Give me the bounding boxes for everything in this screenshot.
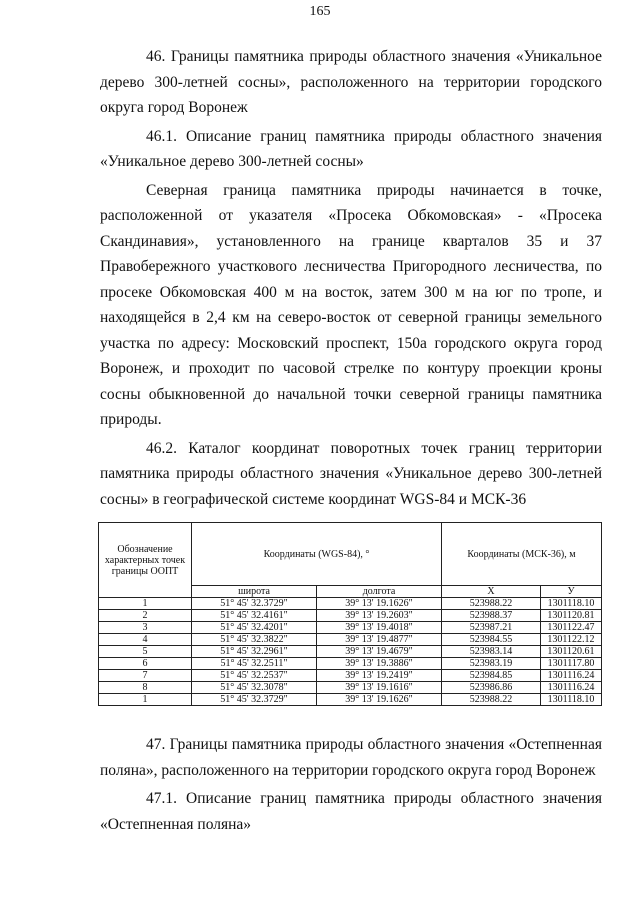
cell-x: 523988.22 xyxy=(442,598,541,610)
document-body xyxy=(100,44,602,837)
header-lon: долгота xyxy=(317,586,442,598)
cell-lon: 39° 13' 19.1616" xyxy=(317,682,442,694)
cell-lon: 39° 13' 19.1626" xyxy=(317,694,442,706)
cell-lon: 39° 13' 19.2419" xyxy=(317,670,442,682)
cell-lon: 39° 13' 19.4679" xyxy=(317,646,442,658)
cell-y: 1301122.12 xyxy=(541,634,602,646)
section-46-title: 46. Границы памятника природы областного значения «Уникальное дерево 300-летней сосны», расположенного на территории городского округа город Воронеж xyxy=(100,48,602,116)
cell-lat: 51° 45' 32.3729" xyxy=(192,598,317,610)
section-46-1-title: 46.1. Описание границ памятника природы областного значения «Уникальное дерево 300-летней сосны» xyxy=(100,127,602,170)
cell-lat: 51° 45' 32.2511" xyxy=(192,658,317,670)
header-msk: Координаты (МСК-36), м xyxy=(442,523,602,586)
header-wgs: Координаты (WGS-84), ° xyxy=(192,523,442,586)
cell-lat: 51° 45' 32.3078" xyxy=(192,682,317,694)
table-row xyxy=(99,694,602,706)
section-46-2-title: 46.2. Каталог координат поворотных точек границ территории памятника природы областного значения «Уникальное дерево 300-летней сосны» в географической системе координат WGS-84 и МСК-36 xyxy=(100,439,602,508)
header-y: У xyxy=(541,586,602,598)
cell-x: 523983.19 xyxy=(442,658,541,670)
table-row xyxy=(99,622,602,634)
header-point: Обозначение характерных точек границы ООПТ xyxy=(99,523,192,598)
section-47-1-title: 47.1. Описание границ памятника природы областного значения «Остепненная поляна» xyxy=(100,790,602,833)
cell-lon: 39° 13' 19.2603" xyxy=(317,610,442,622)
cell-point: 2 xyxy=(99,610,192,622)
cell-lat: 51° 45' 32.3729" xyxy=(192,694,317,706)
cell-y: 1301116.24 xyxy=(541,682,602,694)
cell-y: 1301120.81 xyxy=(541,610,602,622)
cell-point: 7 xyxy=(99,670,192,682)
page-number: 165 xyxy=(309,4,331,19)
cell-lat: 51° 45' 32.2537" xyxy=(192,670,317,682)
cell-point: 5 xyxy=(99,646,192,658)
cell-y: 1301117.80 xyxy=(541,658,602,670)
cell-point: 1 xyxy=(99,694,192,706)
cell-y: 1301120.61 xyxy=(541,646,602,658)
cell-point: 3 xyxy=(99,622,192,634)
cell-x: 523984.85 xyxy=(442,670,541,682)
table-row xyxy=(99,658,602,670)
table-row xyxy=(99,646,602,658)
cell-x: 523986.86 xyxy=(442,682,541,694)
cell-lon: 39° 13' 19.4877" xyxy=(317,634,442,646)
cell-x: 523988.37 xyxy=(442,610,541,622)
cell-point: 4 xyxy=(99,634,192,646)
cell-y: 1301118.10 xyxy=(541,694,602,706)
section-46-1-body: Северная граница памятника природы начинается в точке, расположенной от указателя «Просека Обкомовская» - «Просека Скандинавия», установленного на границе кварталов 35 и 37 Правобережного участкового лесничества Пригородного лесничества, по просеке Обкомовская 400 м на восток, затем 300 м на юг по тропе, и находящейся в 2,4 км на северо-восток от северной границы земельного участка по адресу: Московский проспект, 150а городского округа город Воронеж, и проходит по часовой стрелке по контуру проекции кроны сосны обыкновенной до начальной точки северной границы памятника природы. xyxy=(100,181,602,428)
table-row xyxy=(99,682,602,694)
cell-lat: 51° 45' 32.4161" xyxy=(192,610,317,622)
cell-y: 1301118.10 xyxy=(541,598,602,610)
cell-point: 8 xyxy=(99,682,192,694)
coordinates-table xyxy=(98,522,602,706)
table-row xyxy=(99,598,602,610)
cell-x: 523988.22 xyxy=(442,694,541,706)
table-row xyxy=(99,634,602,646)
table-row xyxy=(99,670,602,682)
cell-x: 523983.14 xyxy=(442,646,541,658)
cell-x: 523987.21 xyxy=(442,622,541,634)
cell-point: 6 xyxy=(99,658,192,670)
cell-x: 523984.55 xyxy=(442,634,541,646)
section-47-title: 47. Границы памятника природы областного значения «Остепненная поляна», расположенного на территории городского округа город Воронеж xyxy=(100,736,602,779)
cell-y: 1301122.47 xyxy=(541,622,602,634)
table-row xyxy=(99,610,602,622)
cell-y: 1301116.24 xyxy=(541,670,602,682)
cell-lat: 51° 45' 32.2961" xyxy=(192,646,317,658)
cell-lon: 39° 13' 19.4018" xyxy=(317,622,442,634)
cell-lon: 39° 13' 19.1626" xyxy=(317,598,442,610)
cell-lon: 39° 13' 19.3886" xyxy=(317,658,442,670)
cell-lat: 51° 45' 32.3822" xyxy=(192,634,317,646)
header-lat: широта xyxy=(192,586,317,598)
header-x: X xyxy=(442,586,541,598)
cell-lat: 51° 45' 32.4201" xyxy=(192,622,317,634)
cell-point: 1 xyxy=(99,598,192,610)
